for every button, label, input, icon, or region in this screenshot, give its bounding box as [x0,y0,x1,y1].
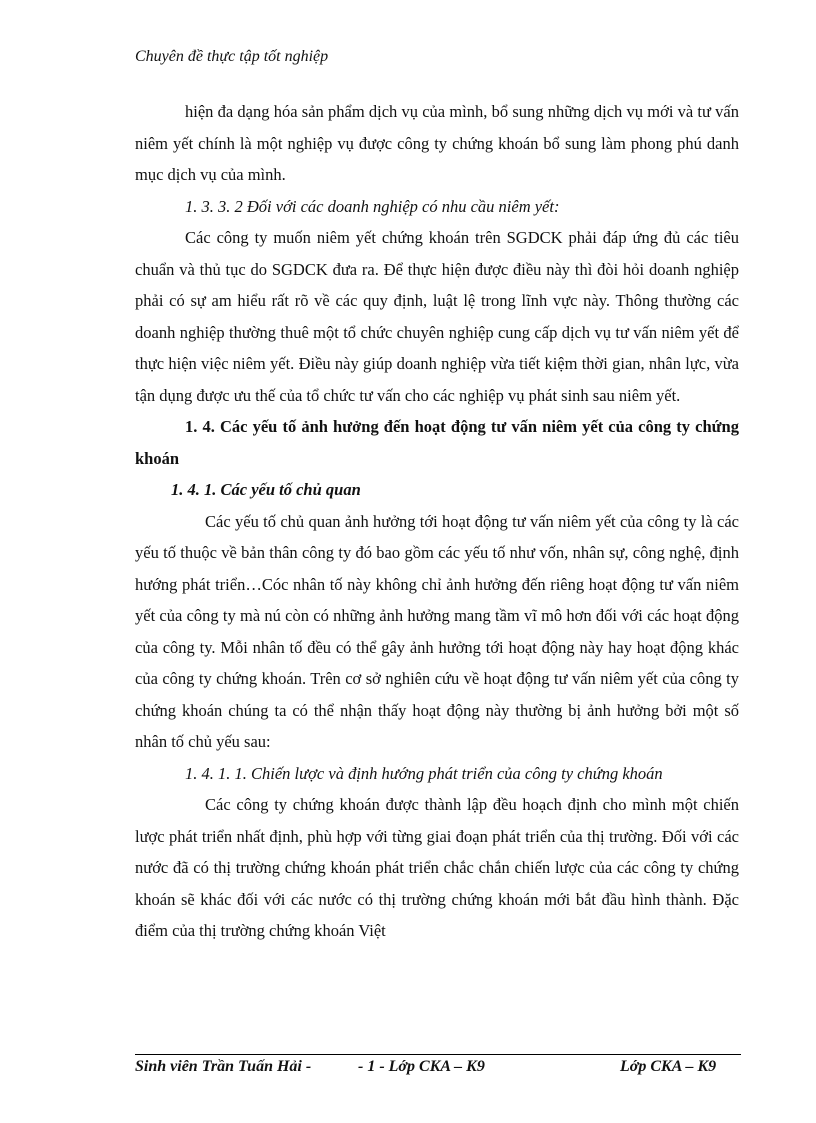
subheading-1-4-1-1: 1. 4. 1. 1. Chiến lược và định hướng phát triển của công ty chứng khoán [185,763,663,783]
paragraph-intro: hiện đa dạng hóa sản phẩm dịch vụ của mình, bổ sung những dịch vụ mới và tư vấn niêm yết chính là một nghiệp vụ được công ty chứng khoán bổ sung làm phong phú danh mục dịch vụ của mình. [135,102,739,184]
page-header: Chuyên đề thực tập tốt nghiệp [135,48,329,65]
heading-1-4-1: 1. 4. 1. Các yếu tố chủ quan [171,480,361,499]
document-body [135,96,739,947]
paragraph-subjective-factors: Các yếu tố chủ quan ảnh hưởng tới hoạt động tư vấn niêm yết của công ty là các yếu tố thuộc về bản thân công ty đó bao gồm các yếu tố như vốn, nhân sự, công nghệ, định hướng phát triển…Cóc nhân tố này không chỉ ảnh hưởng đến riêng hoạt động tư vấn niêm yết của công ty mà nú còn có những ảnh hưởng mang tầm vĩ mô hơn đối với các hoạt động của công ty. Mỗi nhân tố đều có thể gây ảnh hưởng tới hoạt động này hay hoạt động khác của công ty chứng khoán. Trên cơ sở nghiên cứu về hoạt động tư vấn niêm yết của công ty chứng khoán chúng ta có thể nhận thấy hoạt động này thường bị ảnh hưởng bởi một số nhân tố chủ yếu sau: [135,511,739,751]
subheading-1-3-3-2: 1. 3. 3. 2 Đối với các doanh nghiệp có nhu cầu niêm yết: [185,196,560,216]
paragraph-strategy: Các công ty chứng khoán được thành lập đều hoạch định cho mình một chiến lược phát triển nhất định, phù hợp với từng giai đoạn phát triển của thị trường. Đối với các nước đã có thị trường chứng khoán phát triển chắc chắn chiến lược của các công ty chứng khoán sẽ khác đối với các nước có thị trường chứng khoán mới bắt đầu hình thành. Đặc điểm của thị trường chứng khoán Việt [135,795,739,940]
paragraph-listing-requirements: Các công ty muốn niêm yết chứng khoán trên SGDCK phải đáp ứng đủ các tiêu chuẩn và thủ tục do SGDCK đưa ra. Để thực hiện được điều này thì đòi hỏi doanh nghiệp phải có sự am hiểu rất rõ về các quy định, luật lệ trong lĩnh vực này. Thông thường các doanh nghiệp thường thuê một tổ chức chuyên nghiệp cung cấp dịch vụ tư vấn niêm yết để thực hiện việc niêm yết. Điều này giúp doanh nghiệp vừa tiết kiệm thời gian, nhân lực, vừa tận dụng được ưu thế của tổ chức tư vấn cho các nghiệp vụ phát sinh sau niêm yết. [135,228,739,405]
footer-divider [135,1054,741,1055]
footer-author: Sinh viên Trần Tuấn Hải - [135,1058,312,1075]
heading-1-4: 1. 4. Các yếu tố ảnh hưởng đến hoạt động tư vấn niêm yết của công ty chứng khoán [135,417,739,468]
footer-page-number: - 1 - Lớp CKA – K9 [358,1058,485,1075]
footer-class: Lớp CKA – K9 [620,1058,717,1075]
